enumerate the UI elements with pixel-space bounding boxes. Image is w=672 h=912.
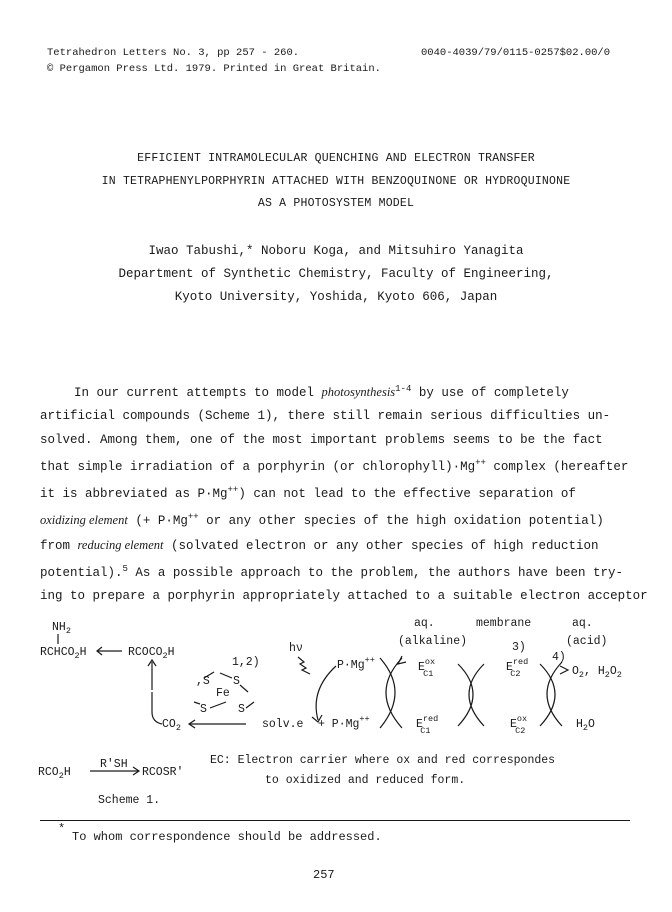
step-3-label: 3) (512, 641, 526, 654)
bond-line (220, 673, 232, 678)
svg-text:S: S (238, 703, 245, 716)
article-code: 0040-4039/79/0115-0257$02.00/0 (421, 47, 611, 59)
curve-line (152, 692, 162, 724)
ec1-red-label: $E^{red}$ C1 (416, 714, 439, 736)
solv-e-label: solv.e (262, 718, 304, 731)
o2-label: $O_2$, $H_2O_2$ (572, 665, 622, 680)
curve-line (316, 666, 336, 720)
arrowhead (398, 656, 406, 664)
ec2-ox-label: $E^{ox}$ C2 (510, 714, 528, 736)
rchco2h-label: $RCHCO_2H$ (40, 646, 87, 661)
pmg-label: P·Mg++ (337, 655, 375, 672)
rco2h-label: $RCO_2H$ (38, 766, 71, 781)
page-number: 257 (313, 868, 335, 882)
wavy-arrow (298, 657, 310, 674)
ec1-ox-label: $E^{ox}$ C1 (418, 657, 436, 679)
rcocoh-label: $RCOCO_2H$ (128, 646, 175, 661)
title-line-3: AS A PHOTOSYSTEM MODEL (257, 197, 415, 210)
bond-line (246, 702, 254, 708)
body-line: from reducing element (solvated electron or any other species of high reduction (40, 537, 599, 553)
ec2-red-label: $E^{red}$ C2 (506, 657, 529, 679)
hv-label: hν (289, 642, 303, 655)
rsh-label: R'SH (100, 758, 128, 771)
svg-text:S: S (200, 703, 207, 716)
body-line: artificial compounds (Scheme 1), there still remain serious difficulties un- (40, 409, 611, 424)
svg-text:,S: ,S (196, 675, 210, 688)
arc-line (458, 664, 473, 726)
ec-note-line-1: EC: Electron carrier where ox and red correspondes (210, 754, 556, 767)
body-line: potential).$^5$ As a possible approach to the problem, the authors have been try- (40, 564, 624, 581)
bond-line (240, 685, 248, 692)
aq-right-label: aq. (572, 617, 593, 630)
body-line: solved. Among them, one of the most important problems seems to be the fact (40, 432, 603, 447)
copyright-line: © Pergamon Press Ltd. 1979. Printed in Great Britain. (47, 63, 381, 75)
arc-line (469, 664, 484, 726)
h2o-label: $H_2O$ (576, 718, 595, 733)
fe-label: Fe (216, 687, 230, 700)
journal-reference: Tetrahedron Letters No. 3, pp 257 - 260. (47, 47, 300, 59)
body-line: it is abbreviated as P·Mg++) can not lead to the effective separation of (40, 485, 576, 502)
footnote-text: To whom correspondence should be addressed. (72, 830, 382, 844)
body-line: oxidizing element (+ P·Mg++ or any other species of the high oxidation potential) (40, 512, 604, 529)
author-university: Kyoto University, Yoshida, Kyoto 606, Japan (174, 290, 498, 304)
author-department: Department of Synthetic Chemistry, Faculty of Engineering, (118, 267, 554, 281)
arc-line (380, 658, 395, 728)
scheme-1-diagram (0, 600, 672, 810)
membrane-label: membrane (476, 617, 532, 630)
pmg-plus-label: + P·Mg++ (318, 714, 370, 731)
nh2-label: $NH_2$ (52, 621, 71, 636)
co2-label: $CO_2$ (162, 718, 181, 733)
body-line: ing to prepare a porphyrin appropriately attached to a suitable electron acceptor (40, 589, 648, 604)
body-paragraph (40, 378, 648, 609)
ec-note-line-2: to oxidized and reduced form. (265, 774, 466, 787)
author-names: Iwao Tabushi,* Noboru Koga, and Mitsuhiro Yanagita (148, 244, 524, 258)
step-1-2-label: 1,2) (232, 656, 260, 669)
title-line-1: EFFICIENT INTRAMOLECULAR QUENCHING AND ELECTRON TRANSFER (137, 152, 535, 165)
arrowhead (560, 666, 568, 674)
sulfur-label: S (233, 675, 240, 688)
footnote-divider (40, 820, 630, 821)
footnote-asterisk: * (58, 822, 66, 836)
rcosr-label: RCOSR' (142, 766, 184, 779)
body-line: In our current attempts to model photosynthesis$^{1-4}$ by use of completely (74, 384, 569, 401)
scheme-caption: Scheme 1. (98, 794, 161, 807)
bond-line (210, 702, 226, 708)
alkaline-label: (alkaline) (398, 635, 468, 648)
acid-label: (acid) (566, 635, 608, 648)
step-4-label: 4) (552, 651, 566, 664)
aq-left-label: aq. (414, 617, 435, 630)
title-line-2: IN TETRAPHENYLPORPHYRIN ATTACHED WITH BENZOQUINONE OR HYDROQUINONE (101, 175, 571, 188)
body-line: that simple irradiation of a porphyrin (or chlorophyll)·Mg++ complex (hereafter (40, 457, 629, 474)
